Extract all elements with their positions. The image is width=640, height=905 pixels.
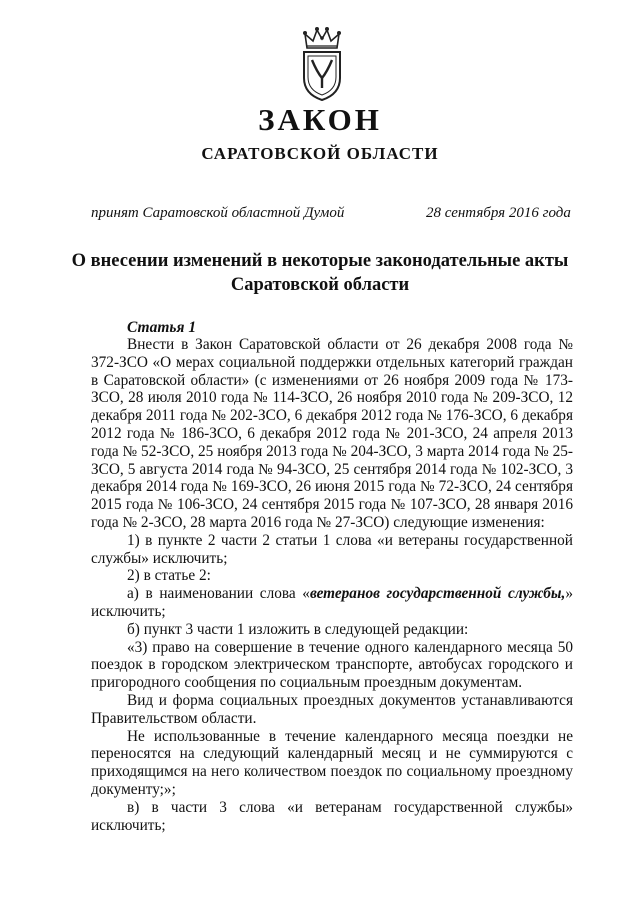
emphasized-phrase: ветеранов государственной службы, [309,585,566,603]
paragraph: б) пункт 3 части 1 изложить в следующей редакции: [127,620,469,638]
region-name: САРАТОВСКОЙ ОБЛАСТИ [201,144,439,163]
paragraph: Не использованные в течение календарного месяца поездки не переносятся на следующий календарный месяц и не суммируются с приходящимся на него количеством поездок по социальному проездному документу;»; [91,727,573,798]
document-heading: О внесении изменений в некоторые законодательные акты Саратовской области [71,251,569,295]
paragraph: в) в части 3 слова «и ветеранам государственной службы» исключить; [91,798,573,834]
text-fragment: а) в наименовании слова « [127,585,310,603]
paragraph: Вид и форма социальных проездных документов устанавливаются Правительством области. [91,691,573,727]
article-body [91,336,573,834]
article-title: Статья 1 [127,319,197,336]
paragraph: «3) право на совершение в течение одного календарного месяца 50 поездок в городском электрическом транспорте, автобусах городского и пригородного сообщения по социальным проездным документам. [91,638,573,692]
text-fragment: » исключить; [91,585,573,620]
adopted-by: принят Саратовской областной Думой [91,205,345,221]
paragraph: 2) в статье 2: [127,567,211,585]
paragraph: 1) в пункте 2 части 2 статьи 1 слова «и ветераны государственной службы» исключить; [91,531,573,567]
saratov-coat-of-arms-icon [297,22,347,102]
law-title: ЗАКОН [258,102,382,137]
paragraph: Внести в Закон Саратовской области от 26 декабря 2008 года № 372-ЗСО «О мерах социальной поддержки отдельных категорий граждан в Саратовской области» (с изменениями от 26 ноября 2009 года № 173-ЗСО, 28 июля 2010 года № 114-ЗСО, 26 ноября 2010 года № 209-ЗСО, 12 декабря 2011 года № 202-ЗСО, 6 декабря 2012 года № 176-ЗСО, 6 декабря 2012 года № 186-ЗСО, 6 декабря 2012 года № 201-ЗСО, 24 апреля 2013 года № 52-ЗСО, 25 ноября 2013 года № 204-ЗСО, 3 марта 2014 года № 25-ЗСО, 5 августа 2014 года № 94-ЗСО, 25 сентября 2014 года № 102-ЗСО, 3 декабря 2014 года № 169-ЗСО, 26 июня 2015 года № 72-ЗСО, 24 сентября 2015 года № 106-ЗСО, 24 сентября 2015 года № 107-ЗСО, 28 января 2016 года № 2-ЗСО, 28 марта 2016 года № 27-ЗСО) следующие изменения: [91,336,573,531]
adoption-date: 28 сентября 2016 года [426,205,571,221]
paragraph [91,585,573,621]
